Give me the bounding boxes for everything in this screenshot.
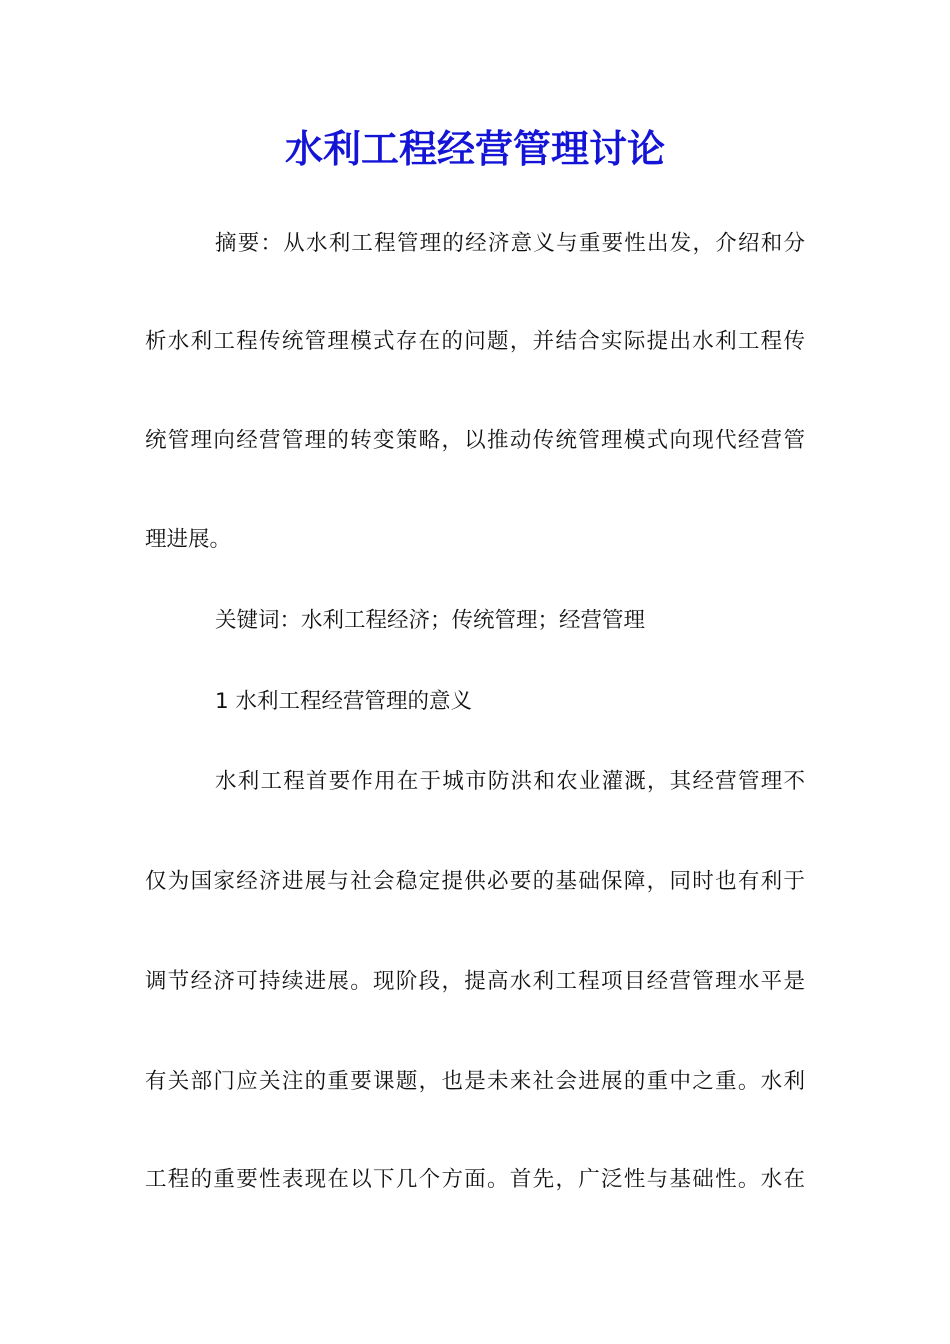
section-heading: 1 水利工程经营管理的意义 (215, 689, 473, 714)
abstract-line-3: 统管理向经营管理的转变策略，以推动传统管理模式向现代经营管 (145, 428, 805, 453)
paragraph-line-5: 工程的重要性表现在以下几个方面。首先，广泛性与基础性。水在 (145, 1167, 805, 1192)
paragraph-line-3: 调节经济可持续进展。现阶段，提高水利工程项目经营管理水平是 (145, 969, 805, 994)
paragraph-line-1: 水利工程首要作用在于城市防洪和农业灌溉，其经营管理不 (215, 769, 805, 794)
abstract-line-4: 理进展。 (145, 527, 232, 552)
document-title: 水利工程经营管理讨论 (284, 126, 665, 171)
abstract-line-2: 析水利工程传统管理模式存在的问题，并结合实际提出水利工程传 (145, 329, 805, 354)
paragraph-line-2: 仅为国家经济进展与社会稳定提供必要的基础保障，同时也有利于 (145, 869, 805, 894)
abstract-line-1: 摘要：从水利工程管理的经济意义与重要性出发，介绍和分 (215, 231, 805, 256)
keywords-line: 关键词：水利工程经济；传统管理；经营管理 (215, 608, 646, 633)
paragraph-line-4: 有关部门应关注的重要课题，也是未来社会进展的重中之重。水利 (145, 1069, 805, 1094)
